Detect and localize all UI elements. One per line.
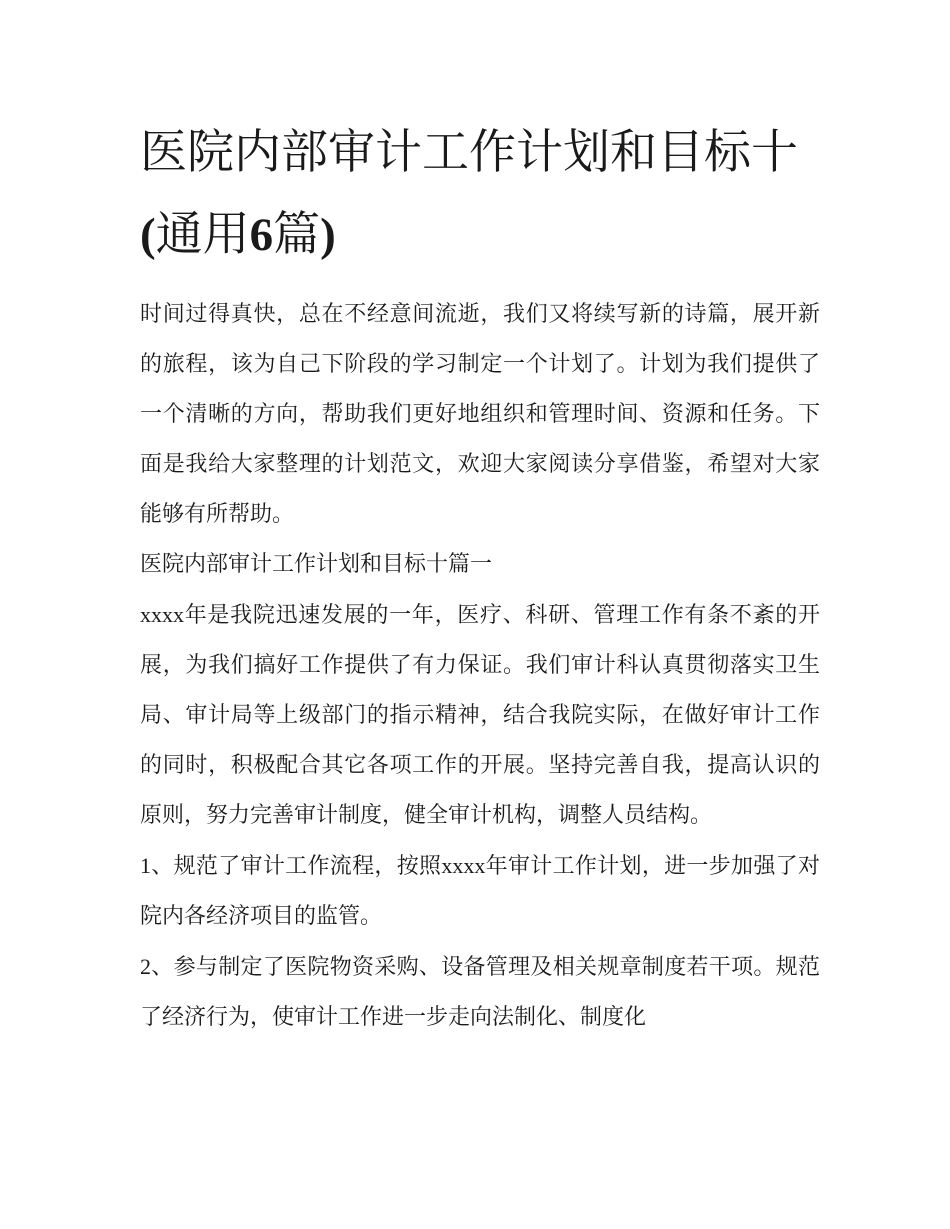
title-paren-close: ) [320,209,336,261]
list-item-1-text-b: 年审计工作计划，进一步加强了对院内各经济项目的监管。 [140,854,820,929]
list-item-1 [140,841,820,942]
section-heading: 医院内部审计工作计划和目标十篇一 [140,552,493,577]
list-item-1-number: 1 [140,853,151,878]
list-item-1-year: xxxx [441,853,486,878]
list-item-2-text: 、参与制定了医院物资采购、设备管理及相关规章制度若干项。规范了经济行为，使审计工作进一步走向法制化、制度化 [140,955,820,1030]
list-item-2 [140,942,820,1043]
document-title [140,112,820,276]
body-paragraph-1-text: 年是我院迅速发展的一年，医疗、科研、管理工作有条不紊的开展，为我们搞好工作提供了有力保证。我们审计科认真贯彻落实卫生局、审计局等上级部门的指示精神，结合我院实际，在做好审计工作的同时，积极配合其它各项工作的开展。坚持完善自我，提高认识的原则，努力完善审计制度，健全审计机构，调整人员结构。 [140,603,820,828]
document-page [140,112,820,1043]
intro-paragraph: 时间过得真快，总在不经意间流逝，我们又将续写新的诗篇，展开新的旅程，该为自己下阶段的学习制定一个计划了。计划为我们提供了一个清晰的方向，帮助我们更好地组织和管理时间、资源和任务。下面是我给大家整理的计划范文，欢迎大家阅读分享借鉴，希望对大家能够有所帮助。 [140,302,820,527]
list-item-1-text-a: 、规范了审计工作流程，按照 [151,854,442,879]
body-paragraph-1 [140,590,820,841]
title-number: 6 [249,209,274,261]
title-text-1: 医院内部审计工作计划和目标十 [140,125,798,180]
year-placeholder: xxxx [140,602,184,627]
list-item-2-number: 2 [140,954,151,979]
title-text-2: 通用 [155,207,250,262]
title-paren-open: ( [140,209,156,261]
title-text-3: 篇 [273,207,321,262]
